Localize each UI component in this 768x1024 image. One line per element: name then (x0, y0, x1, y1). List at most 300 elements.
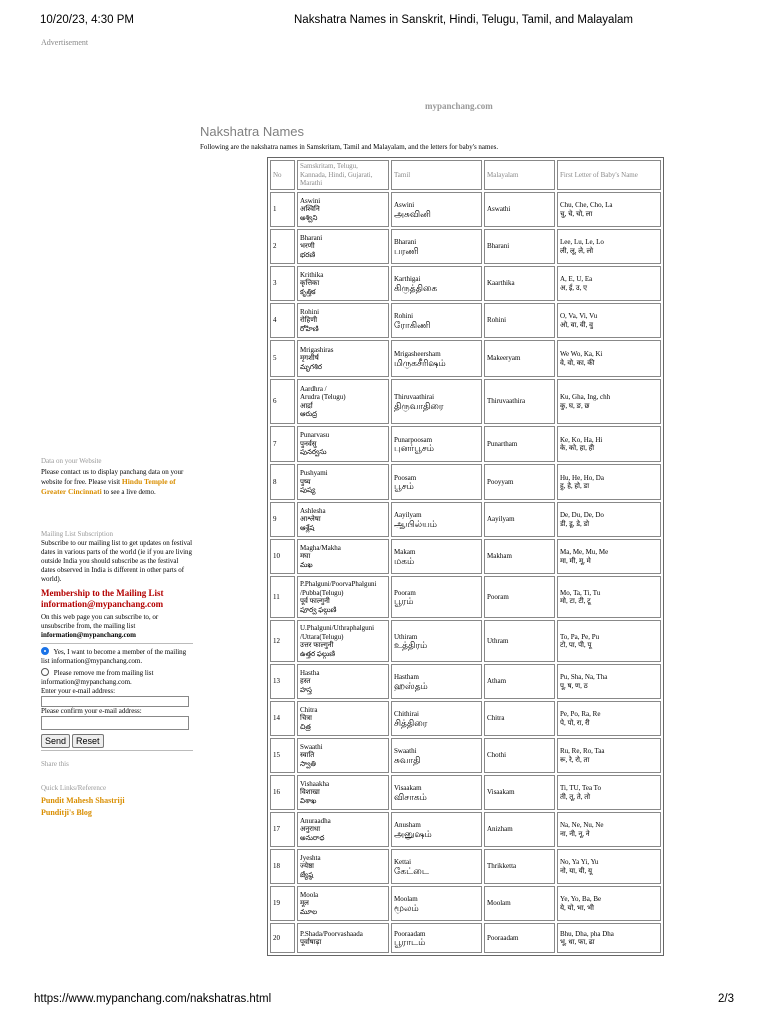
tamil-names (391, 738, 482, 773)
header-cell: Malayalam (484, 160, 555, 190)
cell-line: मो, टा, टी, टू (560, 597, 591, 605)
sanskrit-names (297, 303, 389, 338)
baby-name-letters (557, 379, 661, 424)
cell-line: Chitra (300, 705, 318, 714)
tamil-names (391, 664, 482, 699)
cell-line: మఖ (300, 560, 313, 569)
cell-line: O, Va, Vi, Vu (560, 312, 598, 320)
cell-line: చిత్ర (300, 722, 311, 731)
cell-line: Poosam (394, 473, 417, 482)
cell-line: A, E, U, Ea (560, 275, 593, 283)
cell-line: పుష్య (300, 486, 316, 495)
cell-line: ఉత్తర ఫల్గుణి (300, 649, 336, 658)
cell-line: We Wo, Ka, Ki (560, 350, 603, 358)
nakshatra-number: 16 (270, 775, 295, 810)
nakshatra-number: 8 (270, 464, 295, 500)
cell-line: Vishaakha (300, 779, 330, 788)
cell-line: అనురాధ (300, 833, 325, 842)
cell-line: Aardhra / (300, 384, 327, 393)
header-cell: First Letter of Baby's Name (557, 160, 661, 190)
nakshatra-number: 7 (270, 426, 295, 462)
table-row (270, 340, 661, 377)
cell-line: ये, यो, भा, भी (560, 903, 594, 912)
cell-line: అశ్విని (300, 213, 318, 222)
cell-line: పునర్వసు (300, 448, 327, 457)
cell-line: मा, मी, मू, मे (560, 556, 591, 565)
cell-line: Bharani (394, 238, 417, 246)
cell-line: रू, रे, रो, ता (560, 755, 590, 764)
cell-line: மகம் (394, 555, 415, 566)
email-label: Enter your e-mail address: (41, 687, 116, 695)
data-section-heading: Data on your Website (41, 457, 102, 465)
cell-line: Pushyami (300, 469, 328, 478)
tamil-names (391, 620, 482, 662)
confirm-email-label: Please confirm your e-mail address: (41, 707, 142, 715)
cell-line: P.Shada/Poorvashaada (300, 929, 363, 938)
tamil-names (391, 303, 482, 338)
nakshatra-number: 5 (270, 340, 295, 377)
cell-line: ज्येष्ठा (300, 862, 314, 871)
tamil-names (391, 426, 482, 462)
cell-line: மூலம் (394, 902, 419, 913)
sanskrit-names (297, 426, 389, 462)
table-row (270, 426, 661, 462)
unsubscribe-radio-label: Please remove me from mailing list information@mypanchang.com. (41, 669, 154, 686)
cell-line: Mrigashiras (300, 345, 334, 354)
cell-line: कु, घ, ङ, छ (560, 401, 590, 410)
cell-line: உத்திரம் (394, 640, 428, 650)
tamil-names (391, 775, 482, 810)
nakshatra-number: 6 (270, 379, 295, 424)
membership-email: information@mypanchang.com (41, 631, 136, 639)
intro-text: Following are the nakshatra names in Samskritam, Tamil and Malayalam, and the letters for baby's names. (200, 143, 499, 151)
cell-line: Ke, Ko, Ha, Hi (560, 435, 603, 444)
cell-line: ఆశ్లేష (300, 523, 315, 532)
nakshatra-number: 10 (270, 539, 295, 574)
baby-name-letters (557, 303, 661, 338)
subscribe-radio[interactable] (41, 647, 49, 655)
cell-line: Krithika (300, 270, 324, 279)
cell-line: Visaakam (394, 784, 422, 792)
malayalam-name: Chothi (484, 738, 555, 773)
nakshatra-number: 17 (270, 812, 295, 847)
baby-name-letters (557, 701, 661, 736)
cell-line: విశాఖ (300, 796, 317, 805)
tamil-names (391, 266, 482, 301)
nakshatra-number: 9 (270, 502, 295, 537)
cell-line: Thiruvaathirai (394, 393, 435, 401)
cell-line: Pe, Po, Ra, Re (560, 710, 601, 718)
tamil-names (391, 379, 482, 424)
sanskrit-names (297, 923, 389, 953)
malayalam-name: Aayilyam (484, 502, 555, 537)
cell-line: Ti, TU, Tea To (560, 784, 601, 792)
nakshatra-number: 13 (270, 664, 295, 699)
cell-line: Karthigai (394, 275, 421, 283)
cell-line: भू, धा, फा, ढा (560, 938, 595, 946)
sanskrit-names (297, 266, 389, 301)
cell-line: कृत्तिका (300, 279, 320, 288)
nakshatra-number: 11 (270, 576, 295, 618)
cell-line: பூரம் (394, 596, 414, 606)
cell-line: Mrigasheersham (394, 350, 441, 358)
cell-line: विशाखा (300, 788, 320, 797)
nakshatra-number: 12 (270, 620, 295, 662)
malayalam-name: Uthram (484, 620, 555, 662)
cell-line: ना, नी, नू, ने (560, 829, 590, 838)
cell-line: హస్త (300, 685, 312, 694)
sanskrit-names (297, 229, 389, 264)
cell-line: Ru, Re, Ro, Taa (560, 747, 605, 755)
cell-line: Magha/Makha (300, 543, 341, 552)
cell-line: Hastha (300, 668, 320, 677)
baby-name-letters (557, 266, 661, 301)
cell-line: U.Phalguni/Uthraphalguni (300, 624, 375, 632)
cell-line: ओ, वा, वी, वु (560, 320, 593, 329)
malayalam-name: Pooyyam (484, 464, 555, 500)
cell-line: पू, ष, ण, ठ (560, 681, 588, 690)
cell-line: கிருத்திகை (394, 282, 438, 293)
table-row (270, 738, 661, 773)
malayalam-name: Anizham (484, 812, 555, 847)
tamil-names (391, 701, 482, 736)
tamil-names (391, 502, 482, 537)
malayalam-name: Makeeryam (484, 340, 555, 377)
cell-line: சித்திரை (394, 717, 428, 728)
cell-line: స్వాతి (300, 759, 316, 768)
cell-line: हु, हे, हो, डा (560, 482, 590, 490)
cell-line: சுவாதி (394, 754, 421, 765)
nakshatra-table (267, 157, 664, 956)
tamil-names (391, 340, 482, 377)
sanskrit-names (297, 379, 389, 424)
cell-line: हस्त (300, 677, 311, 686)
table-row (270, 539, 661, 574)
cell-line: ரோகிணி (394, 319, 431, 330)
cell-line: वे, वो, का, की (560, 358, 595, 367)
nakshatra-number: 1 (270, 192, 295, 227)
cell-line: Moolam (394, 895, 418, 903)
cell-line: मूल (300, 899, 309, 908)
cell-line: அனுஷம் (394, 828, 432, 839)
header-cell: Tamil (391, 160, 482, 190)
cell-line: ली, लू, ले, लो (560, 246, 594, 255)
malayalam-name: Chitra (484, 701, 555, 736)
sanskrit-names (297, 576, 389, 618)
baby-name-letters (557, 464, 661, 500)
sanskrit-names (297, 812, 389, 847)
cell-line: మూల (300, 907, 318, 916)
cell-line: पूर्व फाल्गुनी (300, 597, 330, 605)
sanskrit-names (297, 464, 389, 500)
advertisement-label: Advertisement (41, 38, 89, 47)
header-cell: No (270, 160, 295, 190)
baby-name-letters (557, 229, 661, 264)
malayalam-name: Rohini (484, 303, 555, 338)
table-row (270, 775, 661, 810)
baby-name-letters (557, 192, 661, 227)
cell-line: Bhu, Dha, pha Dha (560, 929, 614, 938)
tamil-names (391, 192, 482, 227)
malayalam-name: Pooraadam (484, 923, 555, 953)
print-url: https://www.mypanchang.com/nakshatras.html (34, 993, 272, 1005)
print-datetime: 10/20/23, 4:30 PM (40, 14, 134, 26)
cell-line: Na, Ne, Nu, Ne (560, 821, 604, 829)
table-row (270, 664, 661, 699)
tamil-names (391, 849, 482, 884)
cell-line: திருவாதிரை (394, 400, 444, 411)
cell-line: భరణి (300, 250, 316, 259)
cell-line: Swaathi (394, 747, 417, 755)
cell-line: मघा (300, 552, 311, 561)
malayalam-name: Punartham (484, 426, 555, 462)
sanskrit-names (297, 738, 389, 773)
table-row (270, 303, 661, 338)
baby-name-letters (557, 849, 661, 884)
cell-line: चु, चे, चो, ला (560, 209, 593, 218)
cell-line: No, Ya Yi, Yu (560, 858, 599, 866)
unsubscribe-radio[interactable] (41, 668, 49, 676)
quick-links-section (41, 784, 193, 817)
cell-line: Lee, Lu, Le, Lo (560, 238, 604, 246)
tamil-names (391, 539, 482, 574)
sanskrit-names (297, 340, 389, 377)
cell-line: Ku, Gha, Ing, chh (560, 393, 611, 401)
cell-line: भरणी (300, 242, 315, 251)
malayalam-name: Makham (484, 539, 555, 574)
pundit-link[interactable]: Pundit Mahesh Shastriji (41, 796, 125, 805)
cell-line: Swaathi (300, 742, 323, 751)
baby-name-letters (557, 620, 661, 662)
divider (41, 750, 193, 751)
malayalam-name: Thiruvaathira (484, 379, 555, 424)
sanskrit-names (297, 849, 389, 884)
malayalam-name: Aswathi (484, 192, 555, 227)
cell-line: अश्विनि (300, 205, 320, 214)
sanskrit-names (297, 701, 389, 736)
tamil-names (391, 923, 482, 953)
cell-line: Pu, Sha, Na, Tha (560, 673, 608, 681)
sidebar-mailing-section (41, 530, 193, 584)
cell-line: Aswini (394, 201, 415, 209)
cell-line: Kettai (394, 858, 412, 866)
subscribe-radio-label: Yes, I want to become a member of the mailing list information@mypanchang.com. (41, 648, 187, 665)
cell-line: आर्द्रा (300, 401, 313, 410)
sanskrit-names (297, 539, 389, 574)
site-link[interactable]: mypanchang.com (425, 101, 493, 111)
malayalam-name: Kaarthika (484, 266, 555, 301)
cell-line: Uthiram (394, 632, 418, 641)
data-section-text-2: to see a live demo. (103, 488, 156, 496)
malayalam-name: Atham (484, 664, 555, 699)
confirm-email-field[interactable] (41, 716, 189, 730)
table-row (270, 464, 661, 500)
table-header-row (270, 160, 661, 190)
cell-line: Punarvasu (300, 431, 330, 440)
cell-line: ఆరుద్ర (300, 410, 318, 418)
baby-name-letters (557, 576, 661, 618)
cell-line: पुनर्वसु (300, 439, 317, 448)
nakshatra-number: 19 (270, 886, 295, 921)
baby-name-letters (557, 775, 661, 810)
data-section-text: Please contact us to display panchang data on your website for free. Please visit (41, 468, 184, 486)
cell-line: उत्तर फाल्गुनी (300, 641, 334, 649)
table-row (270, 192, 661, 227)
cell-line: ஹஸ்தம் (394, 680, 428, 691)
cell-line: மிருகசீரிஷம் (394, 357, 446, 368)
tamil-names (391, 812, 482, 847)
cell-line: Mo, Ta, Ti, Tu (560, 588, 601, 597)
hindu-temple-link[interactable]: Hindu Temple of Greater Cincinnati (41, 477, 176, 496)
cell-line: पूर्वाषाढ़ा (300, 938, 322, 946)
cell-line: Arudra (Telugu) (300, 393, 346, 401)
cell-line: Rohini (300, 307, 320, 316)
cell-line: మృగశిర (300, 362, 323, 371)
nakshatra-number: 3 (270, 266, 295, 301)
cell-line: मृगशीर्ष (300, 354, 319, 363)
nakshatra-number: 20 (270, 923, 295, 953)
baby-name-letters (557, 886, 661, 921)
tamil-names (391, 464, 482, 500)
cell-line: चित्रा (300, 714, 312, 723)
cell-line: के, को, हा, ही (560, 444, 595, 452)
send-button[interactable]: Send (41, 734, 70, 748)
print-title: Nakshatra Names in Sanskrit, Hindi, Telugu, Tamil, and Malayalam (294, 14, 633, 26)
header-cell: Samskritam, Telugu, Kannada, Hindi, Gujarati, Marathi (297, 160, 389, 190)
table-row (270, 229, 661, 264)
baby-name-letters (557, 923, 661, 953)
cell-line: नो, या, यी, यू (560, 866, 593, 875)
cell-line: జ్యేష్ఠ (300, 870, 314, 879)
cell-line: De, Du, De, Do (560, 511, 604, 519)
table-row (270, 701, 661, 736)
cell-line: Chu, Che, Cho, La (560, 201, 613, 209)
cell-line: பரணி (394, 245, 419, 256)
cell-line: புனர்பூசம் (394, 443, 434, 453)
cell-line: डी, डू, डे, डो (560, 519, 590, 528)
table-row (270, 576, 661, 618)
nakshatra-number: 14 (270, 701, 295, 736)
cell-line: Anuraadha (300, 816, 331, 825)
cell-line: ती, तू, ते, तो (560, 792, 591, 801)
cell-line: Punarpoosam (394, 435, 433, 444)
cell-line: பூசம் (394, 481, 414, 491)
sanskrit-names (297, 775, 389, 810)
cell-line: Ashlesha (300, 506, 326, 515)
cell-line: அசுவினி (394, 208, 431, 219)
baby-name-letters (557, 738, 661, 773)
mailing-text: Subscribe to our mailing list to get updates on festival dates in various parts of the world (ie if you are living outside India you should subscribe as the festival dates observed in India is different in other parts of world). (41, 539, 193, 583)
cell-line: Aswini (300, 196, 321, 205)
table-row (270, 923, 661, 953)
cell-line: Anusham (394, 821, 421, 829)
table-row (270, 502, 661, 537)
sanskrit-names (297, 620, 389, 662)
cell-line: पे, पो, रा, री (560, 718, 590, 727)
table-row (270, 620, 661, 662)
cell-line: To, Pa, Pe, Pu (560, 632, 600, 641)
sanskrit-names (297, 886, 389, 921)
cell-line: स्वाति (300, 751, 315, 760)
tamil-names (391, 886, 482, 921)
membership-form (41, 588, 193, 751)
cell-line: Bharani (300, 233, 323, 242)
cell-line: आश्लेषा (300, 515, 321, 524)
reset-button[interactable]: Reset (72, 734, 104, 748)
membership-title: Membership to the Mailing List information@mypanchang.com (41, 588, 164, 609)
nakshatra-number: 4 (270, 303, 295, 338)
nakshatra-number: 2 (270, 229, 295, 264)
baby-name-letters (557, 502, 661, 537)
cell-line: Hu, He, Ho, Da (560, 473, 604, 482)
cell-line: अनुराधा (300, 825, 321, 834)
cell-line: P.Phalguni/PoorvaPhalguni (300, 580, 377, 588)
table-row (270, 379, 661, 424)
cell-line: Jyeshta (300, 853, 321, 862)
cell-line: Hastham (394, 673, 419, 681)
table-row (270, 849, 661, 884)
tamil-names (391, 576, 482, 618)
malayalam-name: Bharani (484, 229, 555, 264)
cell-line: टो, पा, पी, पू (560, 641, 592, 649)
email-field[interactable] (41, 696, 189, 707)
cell-line: కృత్తిక (300, 287, 316, 296)
malayalam-name: Pooram (484, 576, 555, 618)
mailing-heading: Mailing List Subscription (41, 530, 113, 538)
cell-line: /Uttara(Telugu) (300, 632, 344, 641)
malayalam-name: Thrikketta (484, 849, 555, 884)
print-page-number: 2/3 (718, 993, 734, 1005)
baby-name-letters (557, 426, 661, 462)
cell-line: பூராடம் (394, 937, 426, 947)
cell-line: अ, ई, उ, ए (560, 283, 587, 292)
cell-line: Makam (394, 548, 416, 556)
sanskrit-names (297, 502, 389, 537)
cell-line: పూర్వ ఫల్గుణి (300, 605, 337, 614)
nakshatra-number: 18 (270, 849, 295, 884)
cell-line: Moola (300, 890, 319, 899)
share-heading: Share this (41, 760, 69, 768)
share-section (41, 760, 193, 769)
cell-line: Chithirai (394, 710, 419, 718)
nakshatra-number: 15 (270, 738, 295, 773)
baby-name-letters (557, 812, 661, 847)
cell-line: पुष्य (300, 477, 311, 486)
blog-link[interactable]: Punditji's Blog (41, 808, 92, 817)
quick-links-heading: Quick Links/Reference (41, 784, 107, 792)
malayalam-name: Visaakam (484, 775, 555, 810)
table-row (270, 886, 661, 921)
cell-line: रोहिणी (300, 316, 318, 325)
page-title: Nakshatra Names (200, 124, 305, 139)
malayalam-name: Moolam (484, 886, 555, 921)
sanskrit-names (297, 664, 389, 699)
cell-line: விசாகம் (394, 791, 427, 802)
cell-line: Ye, Yo, Ba, Be (560, 895, 602, 903)
membership-text: On this web page you can subscribe to, or unsubscribe from, the mailing list (41, 613, 159, 630)
cell-line: రోహిణి (300, 324, 319, 333)
table-row (270, 812, 661, 847)
baby-name-letters (557, 340, 661, 377)
cell-line: Pooram (394, 588, 416, 597)
cell-line: Pooraadam (394, 929, 426, 938)
cell-line: கேட்டை (394, 865, 429, 876)
cell-line: Aayilyam (394, 511, 422, 519)
sidebar-data-section (41, 457, 193, 497)
cell-line: Rohini (394, 312, 414, 320)
table-row (270, 266, 661, 301)
baby-name-letters (557, 539, 661, 574)
